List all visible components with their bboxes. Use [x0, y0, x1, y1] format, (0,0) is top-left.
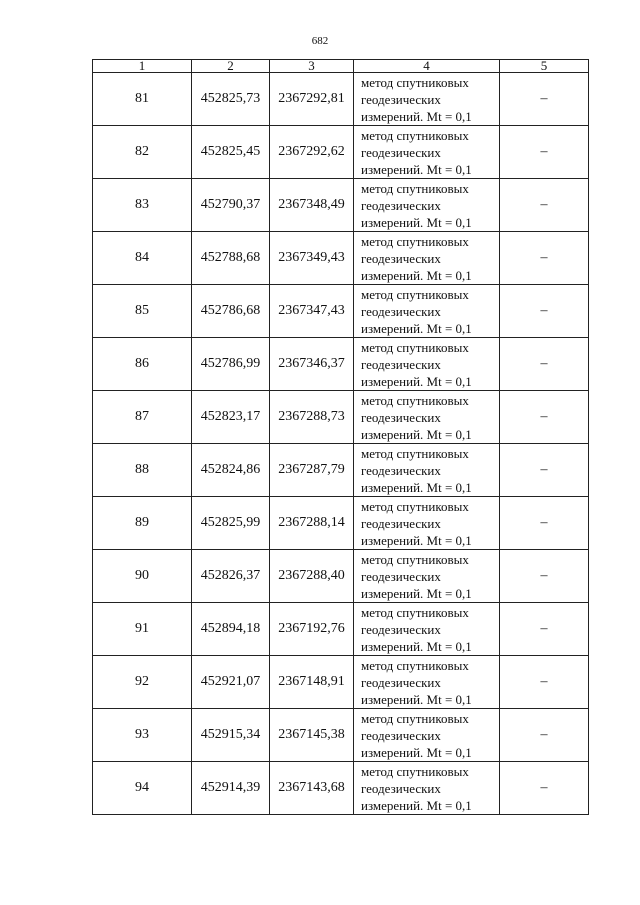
method-line: измерений. Mt = 0,1: [361, 532, 472, 548]
point-number-cell: 85: [93, 285, 192, 338]
method-line: геодезических: [361, 462, 441, 478]
method-cell: [354, 497, 500, 550]
header-col-1: 1: [93, 60, 192, 73]
table-row: [93, 232, 589, 285]
table-row: [93, 126, 589, 179]
method-line: измерений. Mt = 0,1: [361, 426, 472, 442]
y-coordinate-cell: 2367287,79: [270, 444, 354, 497]
table-row: [93, 709, 589, 762]
method-cell: [354, 126, 500, 179]
method-line: измерений. Mt = 0,1: [361, 161, 472, 177]
note-cell: –: [500, 338, 589, 391]
method-cell: [354, 285, 500, 338]
x-coordinate-cell: 452921,07: [192, 656, 270, 709]
method-cell: [354, 73, 500, 126]
method-line: метод спутниковых: [361, 551, 469, 567]
method-cell: [354, 656, 500, 709]
point-number-cell: 87: [93, 391, 192, 444]
point-number-cell: 84: [93, 232, 192, 285]
note-cell: –: [500, 232, 589, 285]
method-line: геодезических: [361, 303, 441, 319]
point-number-cell: 93: [93, 709, 192, 762]
method-line: метод спутниковых: [361, 392, 469, 408]
x-coordinate-cell: 452786,99: [192, 338, 270, 391]
header-col-3: 3: [270, 60, 354, 73]
point-number-cell: 90: [93, 550, 192, 603]
y-coordinate-cell: 2367348,49: [270, 179, 354, 232]
point-number-cell: 82: [93, 126, 192, 179]
method-cell: [354, 709, 500, 762]
method-line: геодезических: [361, 621, 441, 637]
x-coordinate-cell: 452823,17: [192, 391, 270, 444]
y-coordinate-cell: 2367288,14: [270, 497, 354, 550]
method-cell: [354, 603, 500, 656]
method-line: метод спутниковых: [361, 74, 469, 90]
method-line: геодезических: [361, 356, 441, 372]
method-line: метод спутниковых: [361, 233, 469, 249]
method-line: метод спутниковых: [361, 763, 469, 779]
x-coordinate-cell: 452825,99: [192, 497, 270, 550]
table-row: [93, 497, 589, 550]
note-cell: –: [500, 709, 589, 762]
note-cell: –: [500, 73, 589, 126]
method-cell: [354, 179, 500, 232]
point-number-cell: 88: [93, 444, 192, 497]
point-number-cell: 81: [93, 73, 192, 126]
x-coordinate-cell: 452790,37: [192, 179, 270, 232]
method-line: геодезических: [361, 144, 441, 160]
method-line: измерений. Mt = 0,1: [361, 373, 472, 389]
method-line: измерений. Mt = 0,1: [361, 691, 472, 707]
method-line: геодезических: [361, 515, 441, 531]
point-number-cell: 91: [93, 603, 192, 656]
method-line: измерений. Mt = 0,1: [361, 744, 472, 760]
method-line: метод спутниковых: [361, 339, 469, 355]
y-coordinate-cell: 2367288,73: [270, 391, 354, 444]
method-line: геодезических: [361, 568, 441, 584]
header-col-4: 4: [354, 60, 500, 73]
method-cell: [354, 550, 500, 603]
x-coordinate-cell: 452788,68: [192, 232, 270, 285]
table-row: [93, 444, 589, 497]
method-line: геодезических: [361, 197, 441, 213]
point-number-cell: 86: [93, 338, 192, 391]
method-cell: [354, 338, 500, 391]
y-coordinate-cell: 2367192,76: [270, 603, 354, 656]
method-line: измерений. Mt = 0,1: [361, 585, 472, 601]
note-cell: –: [500, 550, 589, 603]
method-line: измерений. Mt = 0,1: [361, 108, 472, 124]
table-row: [93, 762, 589, 815]
y-coordinate-cell: 2367346,37: [270, 338, 354, 391]
table-row: [93, 550, 589, 603]
method-cell: [354, 232, 500, 285]
method-line: метод спутниковых: [361, 286, 469, 302]
method-line: геодезических: [361, 91, 441, 107]
method-line: измерений. Mt = 0,1: [361, 267, 472, 283]
method-cell: [354, 762, 500, 815]
x-coordinate-cell: 452824,86: [192, 444, 270, 497]
y-coordinate-cell: 2367292,62: [270, 126, 354, 179]
method-cell: [354, 391, 500, 444]
header-col-2: 2: [192, 60, 270, 73]
x-coordinate-cell: 452825,45: [192, 126, 270, 179]
method-line: геодезических: [361, 250, 441, 266]
point-number-cell: 92: [93, 656, 192, 709]
x-coordinate-cell: 452826,37: [192, 550, 270, 603]
x-coordinate-cell: 452914,39: [192, 762, 270, 815]
table-row: [93, 338, 589, 391]
x-coordinate-cell: 452825,73: [192, 73, 270, 126]
y-coordinate-cell: 2367349,43: [270, 232, 354, 285]
method-line: измерений. Mt = 0,1: [361, 214, 472, 230]
table-row: [93, 391, 589, 444]
x-coordinate-cell: 452915,34: [192, 709, 270, 762]
note-cell: –: [500, 126, 589, 179]
note-cell: –: [500, 285, 589, 338]
y-coordinate-cell: 2367148,91: [270, 656, 354, 709]
method-line: метод спутниковых: [361, 657, 469, 673]
table-row: [93, 603, 589, 656]
method-line: метод спутниковых: [361, 445, 469, 461]
method-line: метод спутниковых: [361, 127, 469, 143]
point-number-cell: 83: [93, 179, 192, 232]
point-number-cell: 94: [93, 762, 192, 815]
table-row: [93, 285, 589, 338]
table-row: [93, 656, 589, 709]
note-cell: –: [500, 179, 589, 232]
coordinates-table: [92, 59, 589, 815]
table-row: [93, 179, 589, 232]
note-cell: –: [500, 391, 589, 444]
note-cell: –: [500, 656, 589, 709]
x-coordinate-cell: 452786,68: [192, 285, 270, 338]
note-cell: –: [500, 444, 589, 497]
header-col-5: 5: [500, 60, 589, 73]
method-line: геодезических: [361, 409, 441, 425]
method-line: измерений. Mt = 0,1: [361, 320, 472, 336]
method-line: геодезических: [361, 727, 441, 743]
page-number: 682: [311, 35, 329, 47]
note-cell: –: [500, 603, 589, 656]
note-cell: –: [500, 762, 589, 815]
y-coordinate-cell: 2367143,68: [270, 762, 354, 815]
method-line: геодезических: [361, 780, 441, 796]
y-coordinate-cell: 2367347,43: [270, 285, 354, 338]
table-header-row: [93, 60, 589, 73]
table-row: [93, 73, 589, 126]
y-coordinate-cell: 2367292,81: [270, 73, 354, 126]
method-line: измерений. Mt = 0,1: [361, 638, 472, 654]
method-line: метод спутниковых: [361, 498, 469, 514]
method-line: измерений. Mt = 0,1: [361, 479, 472, 495]
point-number-cell: 89: [93, 497, 192, 550]
method-line: измерений. Mt = 0,1: [361, 797, 472, 813]
note-cell: –: [500, 497, 589, 550]
y-coordinate-cell: 2367288,40: [270, 550, 354, 603]
method-line: геодезических: [361, 674, 441, 690]
x-coordinate-cell: 452894,18: [192, 603, 270, 656]
method-cell: [354, 444, 500, 497]
y-coordinate-cell: 2367145,38: [270, 709, 354, 762]
method-line: метод спутниковых: [361, 180, 469, 196]
method-line: метод спутниковых: [361, 710, 469, 726]
method-line: метод спутниковых: [361, 604, 469, 620]
